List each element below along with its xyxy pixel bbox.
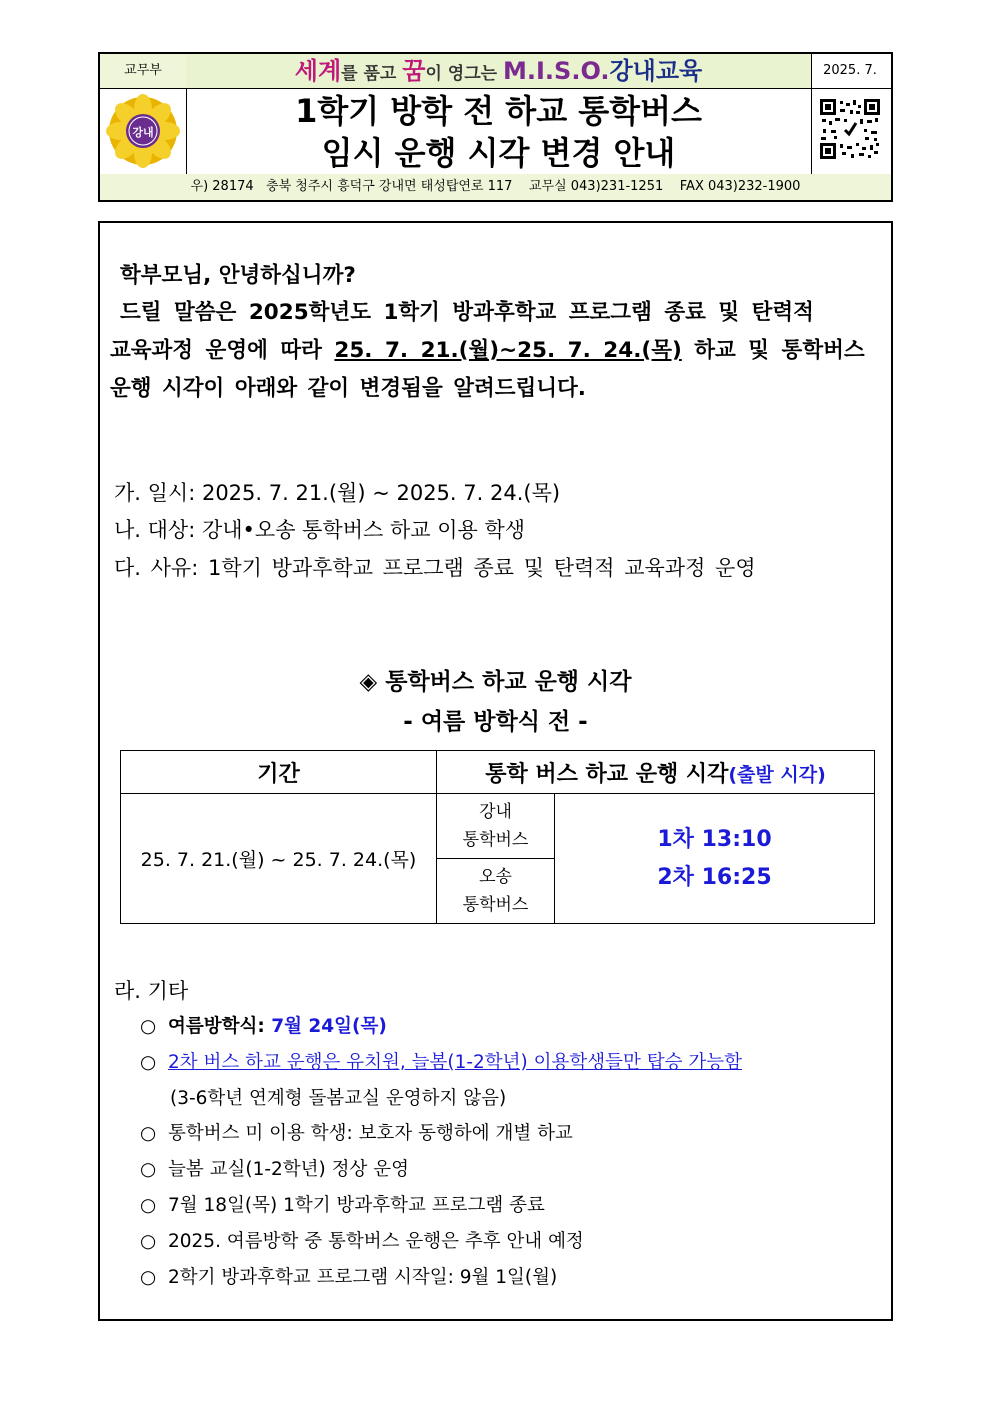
slogan-part: 세계 xyxy=(294,57,342,85)
bullet: ○ xyxy=(140,1016,157,1037)
intro-line-2 xyxy=(110,333,865,364)
school-emblem-text: 강내 xyxy=(132,126,154,139)
schedule-title: ◈ 통학버스 하교 운행 시각 xyxy=(359,669,632,695)
header-time-label: 통학 버스 하교 운행 시각 xyxy=(485,761,729,787)
intro-period: 25. 7. 21.(월)~25. 7. 24.(목) xyxy=(334,338,682,363)
bullet: ○ xyxy=(140,1195,157,1216)
etc-text: 2025. 여름방학 중 통학버스 운행은 추후 안내 예정 xyxy=(168,1231,584,1252)
intro-text: 하교 및 통학버스 xyxy=(681,338,865,363)
etc-item xyxy=(140,1263,557,1289)
bus-name: 오송 xyxy=(479,867,512,887)
letterhead-title-row xyxy=(100,88,891,175)
etc-item xyxy=(140,1119,573,1145)
item-date: 가. 일시: 2025. 7. 21.(월) ~ 2025. 7. 24.(목) xyxy=(114,481,561,505)
letterhead-top-row xyxy=(100,54,891,89)
school-slogan xyxy=(186,54,812,88)
school-logo-cell xyxy=(100,88,187,174)
document-title xyxy=(186,88,812,174)
bus-name: 통학버스 xyxy=(462,895,529,915)
schedule-subtitle: - 여름 방학식 전 - xyxy=(403,709,588,735)
slogan-part: 꿈 xyxy=(402,57,426,85)
departure-time: 1차 13:10 xyxy=(657,826,772,852)
etc-text: 통학버스 미 이용 학생: 보호자 동행하에 개별 하교 xyxy=(168,1123,573,1144)
intro-line-1: 드릴 말씀은 2025학년도 1학기 방과후학교 프로그램 종료 및 탄력적 xyxy=(120,300,814,325)
departure-times-cell xyxy=(555,794,875,924)
item-target: 나. 대상: 강내•오송 통학버스 하교 이용 학생 xyxy=(114,518,526,542)
etc-item xyxy=(140,1155,409,1181)
letterhead xyxy=(98,52,893,202)
header-time xyxy=(437,751,875,794)
departure-time: 2차 16:25 xyxy=(657,864,772,890)
etc-note: (3-6학년 연계형 돌봄교실 운영하지 않음) xyxy=(170,1088,507,1109)
issue-date: 2025. 7. xyxy=(823,63,877,78)
etc-item xyxy=(140,1227,584,1253)
school-emblem-icon xyxy=(100,88,186,174)
bullet: ○ xyxy=(140,1231,157,1252)
bus-name-cell xyxy=(437,794,555,859)
etc-item xyxy=(140,1012,387,1038)
intro-line-3: 운행 시각이 아래와 같이 변경됨을 알려드립니다. xyxy=(110,376,586,401)
period-cell: 25. 7. 21.(월) ~ 25. 7. 24.(목) xyxy=(121,794,437,924)
bus-name: 강내 xyxy=(479,802,512,822)
title-line-1: 1학기 방학 전 하교 통학버스 xyxy=(295,92,702,130)
etc-text: 7월 18일(목) 1학기 방과후학교 프로그램 종료 xyxy=(168,1195,545,1216)
school-address: 우) 28174 충북 청주시 흥덕구 강내면 태성탑연로 117 교무실 043)231-1251 FAX 043)232-1900 xyxy=(100,174,891,200)
table-header-row xyxy=(121,751,875,794)
etc-label: 여름방학식: xyxy=(168,1016,272,1037)
title-line-2: 임시 운행 시각 변경 안내 xyxy=(321,134,676,172)
header-time-note: (출발 시각) xyxy=(728,763,826,786)
bullet: ○ xyxy=(140,1159,157,1180)
qr-code-cell xyxy=(809,88,891,174)
slogan-part: M.I.S.O. xyxy=(503,57,610,85)
etc-value: 7월 24일(목) xyxy=(271,1016,387,1037)
item-reason: 다. 사유: 1학기 방과후학교 프로그램 종료 및 탄력적 교육과정 운영 xyxy=(114,556,756,580)
bus-name-cell xyxy=(437,859,555,924)
department-label: 교무부 xyxy=(100,54,187,88)
bullet: ○ xyxy=(140,1267,157,1288)
bullet: ○ xyxy=(140,1123,157,1144)
etc-item xyxy=(140,1048,742,1074)
etc-heading: 라. 기타 xyxy=(114,979,189,1003)
slogan-part: 강내교육 xyxy=(609,57,703,85)
bullet: ○ xyxy=(140,1052,157,1073)
header-period: 기간 xyxy=(121,751,437,794)
qr-code-icon xyxy=(809,88,891,174)
bus-schedule-table xyxy=(120,750,875,924)
greeting: 학부모님, 안녕하십니까? xyxy=(120,263,356,288)
slogan-part: 이 영그는 xyxy=(425,64,503,84)
etc-text: 2차 버스 하교 운행은 유치원, 늘봄(1-2학년) 이용학생들만 탑승 가능함 xyxy=(168,1052,742,1073)
etc-item xyxy=(140,1191,545,1217)
intro-text: 교육과정 운영에 따라 xyxy=(110,338,335,363)
notice-body xyxy=(98,221,893,1321)
etc-text: 2학기 방과후학교 프로그램 시작일: 9월 1일(월) xyxy=(168,1267,558,1288)
etc-text: 늘봄 교실(1-2학년) 정상 운영 xyxy=(168,1159,410,1180)
slogan-part: 를 품고 xyxy=(341,64,403,84)
bus-name: 통학버스 xyxy=(462,830,529,850)
table-row xyxy=(121,794,875,859)
